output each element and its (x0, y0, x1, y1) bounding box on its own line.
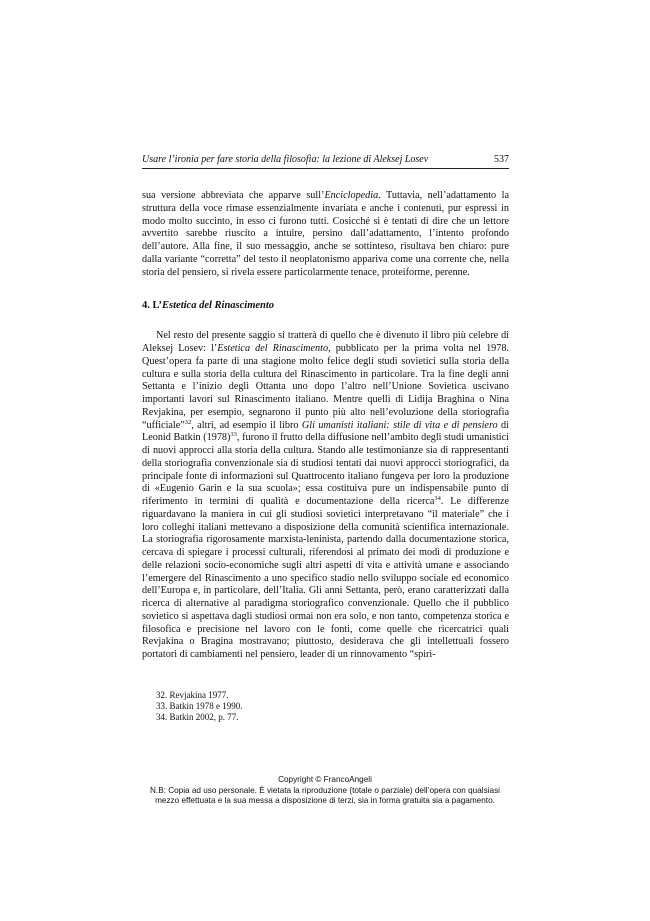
footnote-ref-32: 32 (184, 418, 192, 426)
section-title: Estetica del Rinascimento (162, 300, 275, 312)
page-body (142, 154, 509, 723)
running-title: Usare l’ironia per fare storia della filosofia: la lezione di Aleksej Losev (142, 154, 429, 165)
copyright-notice (0, 775, 650, 807)
paragraph-2 (142, 330, 509, 662)
paragraph-1-text-a: sua versione abbreviata che apparve sull’ (142, 190, 325, 201)
paragraph-2-text-f: . Le differenze riguardavano la maniera in cui gli studiosi sovietici interpretavano “il materiale” che i loro colleghi italiani mettevano a disposizione della comunità scientifica internazionale. La storiografia rigorosamente marxista-leninista, partendo dalla documentazione storica, cercava di spiegare i processi culturali, riferendosi al primato dei modi di produzione e delle relazioni socio-economiche sugli altri aspetti di vita e attività umane e associando l’emergere del Rinascimento a uno specifico stadio nello sviluppo sociale ed economico dell’Europa e, in particolare, dell’Italia. Gli anni Settanta, però, erano caratterizzati dalla ricerca di alternative al paradigma storiografico convenzionale. Quello che il pubblico sovietico si aspettava dagli studiosi ormai non era solo, e non tanto, competenza storica e filosofica e precisione nel lavoro con le fonti, come quelle che ricercatrici quali Revjakina o Bragina mostravano; piuttosto, desiderava che gli intellettuali fossero portatori di cambiamenti nel pensiero, leader di un rinnovamento “spiri- (142, 496, 509, 660)
footnote-34: 34. Batkin 2002, p. 77. (156, 711, 239, 722)
paragraph-2-emphasis-1: Estetica del Rinascimento (217, 343, 329, 354)
paragraph-1-emphasis: Enciclopedia (324, 190, 379, 201)
paragraph-2-text-a: Nel resto del presente saggio si tratterà di quello che è divenuto il libro più celebre di Aleksej Losev: l’ (142, 330, 509, 354)
paragraph-2-text-e: , furono il frutto della diffusione nell’ambito degli studi umanistici di nuovi approcci alla storia della cultura. Stando alle testimonianze sia di rappresentanti della storiografia convenzionale sia di studiosi tentati dai nuovi approcci storiografici, da principale fonte di informazioni sul Quattrocento italiano fungeva per loro la produzione di «Eugenio Garin e la sua scuola»; essa costituiva pure un indispensabile punto di riferimento in termini di qualità e documentazione della ricerca (142, 432, 509, 507)
footnote-32: 32. Revjakina 1977. (156, 689, 229, 700)
page-number: 537 (494, 154, 509, 165)
footnote-ref-33: 33 (230, 431, 237, 439)
copyright-line-3: mezzo effettuata e la sua messa a disposizione di terzi, sia in forma gratuita sia a pagamento. (155, 796, 495, 805)
footnote-33: 33. Batkin 1978 e 1990. (156, 700, 243, 711)
paragraph-1-text-b: . Tuttavia, nell’adattamento la struttura della voce rimase essenzialmente invariata e anche i contenuti, pur espressi in modo molto succinto, in esso ci furono tutti. Cosicché si è tentati di dire che un lettore avvertito sarebbe riuscito a intuire, persino dall’adattamento, l’intento profondo dell’autore. Alla fine, il suo messaggio, anche se sottinteso, risultava ben chiaro: pure dalla variante “corretta” del testo il neoplatonismo appariva come una corrente che, nella storia del pensiero, si rivela essere particolarmente tenace, proteiforme, perenne. (142, 190, 509, 278)
paragraph-2-text-b: , pubblicato per la prima volta nel 1978. Quest’opera fa parte di una stagione molto felice degli studi sovietici sulla storia della cultura e sulla storia della cultura del Rinascimento in particolare. Tra la fine degli anni Settanta e l’inizio degli Ottanta uno dopo l’altro nell’Unione Sovietica uscivano importanti lavori sul Rinascimento italiano. Mentre quelli di Lidija Braghina o Nina Revjakina, per esempio, segnarono il punto più alto nell’evoluzione della storiografia “ufficiale” (142, 343, 509, 431)
copyright-line-1: Copyright © FrancoAngeli (278, 775, 372, 784)
paragraph-2-emphasis-2: Gli umanisti italiani: stile di vita e di pensiero (301, 419, 498, 431)
footnote-ref-34: 34 (434, 495, 441, 502)
paragraph-2-text-d: di Leonid Batkin (1978) (142, 419, 509, 444)
copyright-line-2: N.B: Copia ad uso personale. È vietata la riproduzione (totale o parziale) dell’opera con qualsiasi (150, 785, 500, 795)
section-number: 4. L’ (142, 300, 163, 312)
running-header (142, 154, 509, 169)
section-heading (142, 299, 509, 312)
footnotes (142, 690, 509, 723)
paragraph-1 (142, 190, 509, 279)
paragraph-2-text-c: , altri, ad esempio il libro (191, 419, 302, 431)
